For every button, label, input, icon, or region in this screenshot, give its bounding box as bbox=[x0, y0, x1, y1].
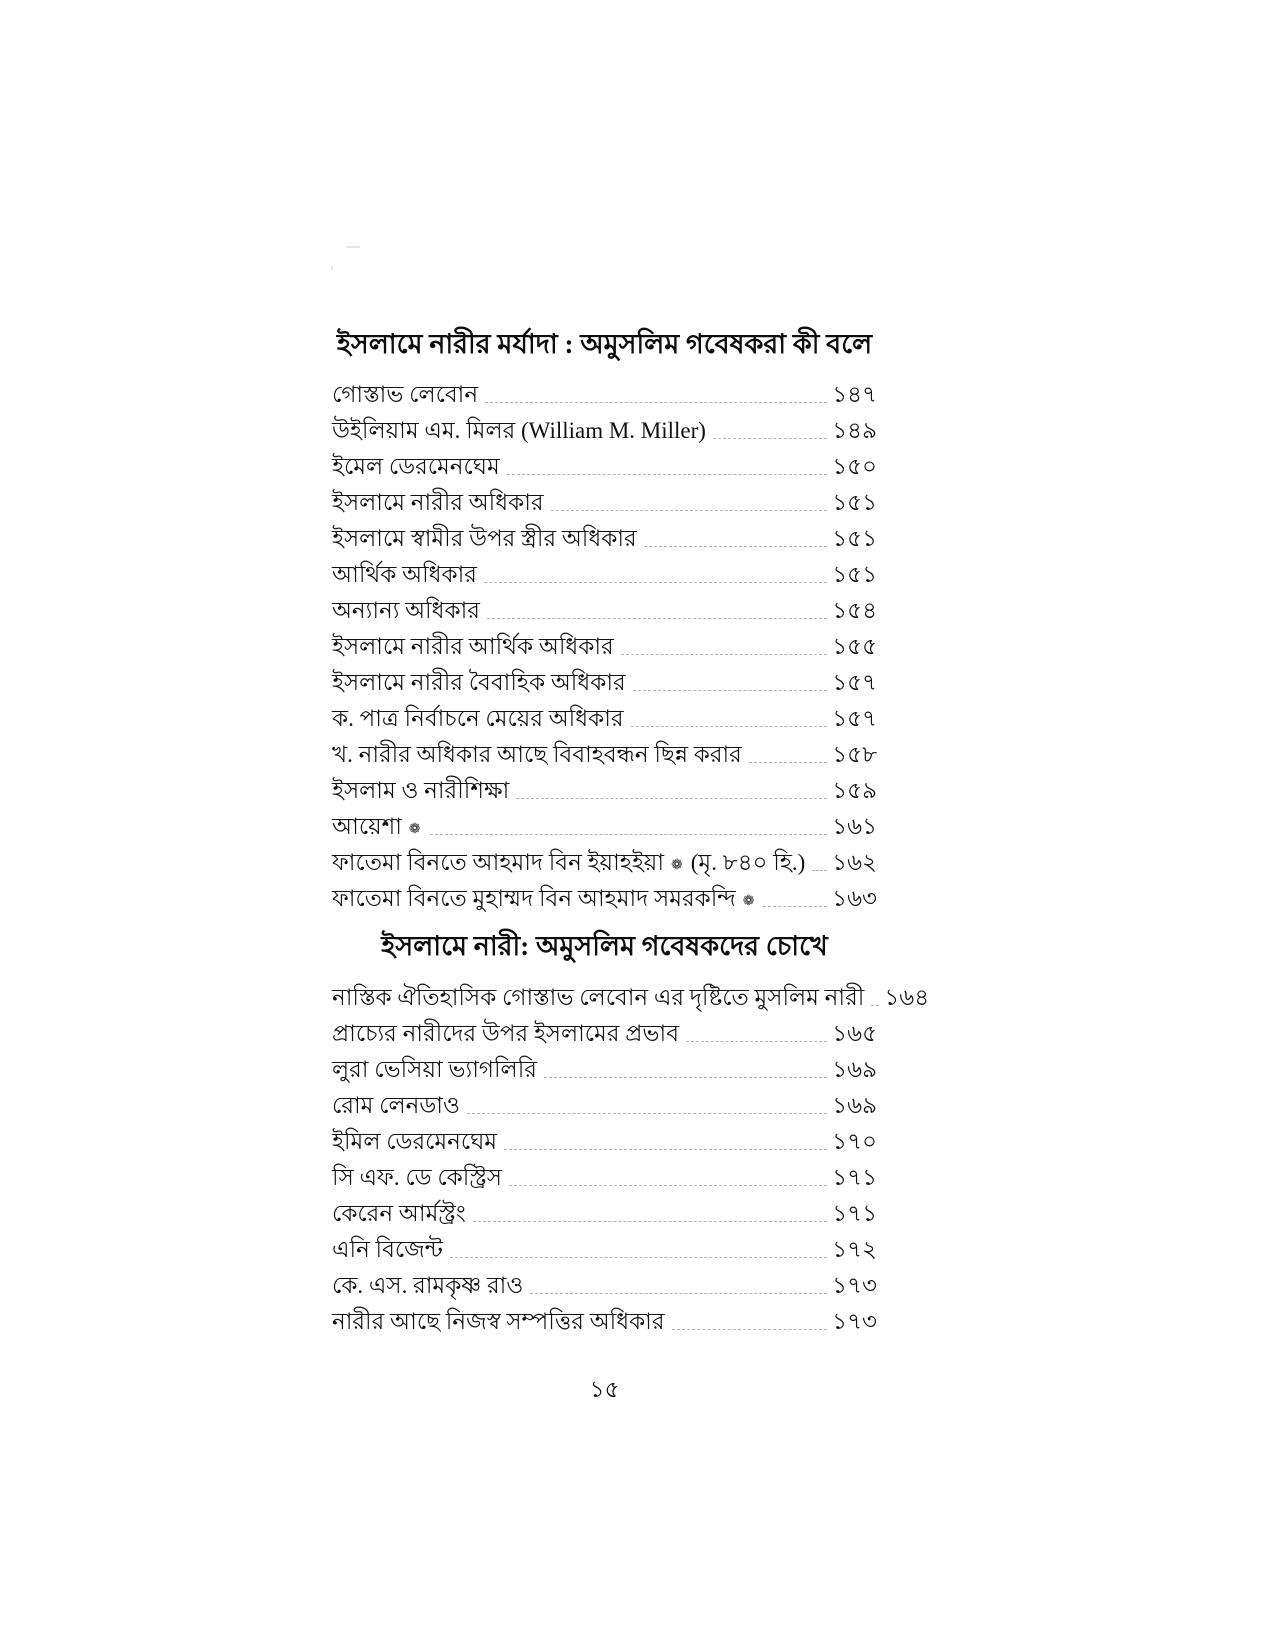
toc-entry-page: ১৬৯ bbox=[832, 1092, 877, 1118]
toc-entry-title: কেরেন আর্মস্ট্রং bbox=[332, 1200, 466, 1226]
toc-entry-title: উইলিয়াম এম. মিলর (William M. Miller) bbox=[332, 418, 706, 444]
dotted-leader bbox=[487, 618, 827, 619]
toc-entry bbox=[332, 1193, 877, 1229]
dotted-leader bbox=[507, 474, 827, 475]
toc-entry-page: ১৫১ bbox=[832, 562, 877, 588]
toc-entry-page: ১৭৩ bbox=[832, 1308, 877, 1334]
toc-entry-page: ১৬২ bbox=[832, 850, 877, 876]
toc-entry-page: ১৫৮ bbox=[832, 742, 877, 768]
toc-entry-page: ১৭২ bbox=[832, 1236, 877, 1262]
toc-sections bbox=[332, 326, 930, 1337]
dotted-leader bbox=[686, 1041, 827, 1042]
toc-entry-page: ১৬৯ bbox=[832, 1056, 877, 1082]
toc-entry-title: ইমিল ডেরমেনঘেম bbox=[332, 1128, 498, 1154]
toc-entry-page: ১৫৪ bbox=[832, 598, 877, 624]
dotted-leader bbox=[763, 906, 827, 907]
toc-entry bbox=[332, 1301, 877, 1337]
toc-entry-title: কে. এস. রামকৃষ্ণ রাও bbox=[332, 1272, 524, 1298]
toc-entry-page: ১৭১ bbox=[832, 1164, 877, 1190]
dotted-leader bbox=[871, 1005, 879, 1006]
toc-section bbox=[332, 326, 877, 914]
toc-entry bbox=[332, 410, 877, 446]
dotted-leader bbox=[812, 870, 827, 871]
toc-entry bbox=[332, 1265, 877, 1301]
toc-entry-title: নারীর আছে নিজস্ব সম্পত্তির অধিকার bbox=[332, 1308, 665, 1334]
toc-entry bbox=[332, 1085, 877, 1121]
toc-entry-title: ইসলামে নারীর অধিকার bbox=[332, 490, 544, 516]
toc-entry-title: সি এফ. ডে কেস্ট্রিস bbox=[332, 1164, 502, 1190]
toc-entry-title: এনি বিজেন্ট bbox=[332, 1236, 443, 1262]
toc-entry bbox=[332, 518, 877, 554]
scan-artifact bbox=[331, 266, 333, 271]
dotted-leader bbox=[516, 798, 827, 799]
toc-entry-title: গোস্তাভ লেবোন bbox=[332, 382, 479, 408]
toc-entry-title: লুরা ভেসিয়া ভ্যাগলিরি bbox=[332, 1056, 537, 1082]
dotted-leader bbox=[644, 546, 828, 547]
table-of-contents bbox=[332, 326, 930, 1410]
toc-entry-title: ইসলামে নারীর আর্থিক অধিকার bbox=[332, 634, 614, 660]
toc-entry bbox=[332, 374, 877, 410]
toc-entry bbox=[332, 770, 877, 806]
dotted-leader bbox=[484, 582, 827, 583]
toc-entry-page: ১৫০ bbox=[832, 454, 877, 480]
honorific-icon: ❁ bbox=[408, 822, 421, 838]
dotted-leader bbox=[430, 834, 828, 835]
toc-entry bbox=[332, 1121, 877, 1157]
toc-entry-page: ১৪৭ bbox=[832, 382, 877, 408]
toc-entry-page: ১৫৭ bbox=[832, 670, 877, 696]
toc-entry-page: ১৭১ bbox=[832, 1200, 877, 1226]
toc-entry-page: ১৫১ bbox=[832, 490, 877, 516]
toc-entry-title: প্রাচ্যের নারীদের উপর ইসলামের প্রভাব bbox=[332, 1020, 680, 1046]
toc-entry-title: আর্থিক অধিকার bbox=[332, 562, 477, 588]
toc-entry-page: ১৫৭ bbox=[832, 706, 877, 732]
toc-entry-title: ফাতেমা বিনতে আহমাদ বিন ইয়াহইয়া bbox=[332, 850, 665, 876]
section-heading: ইসলামে নারী: অমুসলিম গবেষকদের চোখে bbox=[381, 931, 828, 962]
toc-entry bbox=[332, 590, 877, 626]
toc-entry bbox=[332, 1013, 877, 1049]
toc-entry-title: ইসলাম ও নারীশিক্ষা bbox=[332, 778, 510, 804]
scan-artifact bbox=[346, 246, 360, 248]
toc-entry-title: খ. নারীর অধিকার আছে বিবাহবন্ধন ছিন্ন করার bbox=[332, 742, 742, 768]
toc-entry-suffix: (মৃ. ৮৪০ হি.) bbox=[690, 850, 806, 876]
toc-entry bbox=[332, 626, 877, 662]
toc-entry bbox=[332, 878, 877, 914]
toc-entry bbox=[332, 977, 930, 1013]
toc-entry-page: ১৬৩ bbox=[832, 886, 877, 912]
toc-entry-title: আয়েশা bbox=[332, 814, 402, 840]
toc-entry-page: ১৭৩ bbox=[832, 1272, 877, 1298]
dotted-leader bbox=[473, 1221, 827, 1222]
toc-entry bbox=[332, 554, 877, 590]
toc-entry-title: নাস্তিক ঐতিহাসিক গোস্তাভ লেবোন এর দৃষ্টিতে মুসলিম নারী bbox=[332, 984, 865, 1010]
toc-entry bbox=[332, 446, 877, 482]
dotted-leader bbox=[504, 1149, 827, 1150]
dotted-leader bbox=[633, 690, 828, 691]
toc-section bbox=[332, 928, 930, 1336]
toc-entry-page: ১৫১ bbox=[832, 526, 877, 552]
toc-entry bbox=[332, 482, 877, 518]
toc-entry bbox=[332, 698, 877, 734]
toc-entry bbox=[332, 1157, 877, 1193]
toc-entry-page: ১৬১ bbox=[832, 814, 877, 840]
section-heading: ইসলামে নারীর মর্যাদা : অমুসলিম গবেষকরা কী বলে bbox=[336, 329, 873, 359]
dotted-leader bbox=[509, 1185, 827, 1186]
toc-entry-page: ১৭০ bbox=[832, 1128, 877, 1154]
toc-entry-page: ১৫৫ bbox=[832, 634, 877, 660]
toc-entry-title: অন্যান্য অধিকার bbox=[332, 598, 480, 624]
toc-entry bbox=[332, 662, 877, 698]
toc-entry-page: ১৬৪ bbox=[884, 984, 930, 1010]
page-number: ১৫ bbox=[589, 1376, 620, 1402]
honorific-icon: ❁ bbox=[742, 894, 755, 910]
toc-entry-title: ইসলামে স্বামীর উপর স্ত্রীর অধিকার bbox=[332, 526, 637, 552]
toc-entry-page: ১৫৯ bbox=[832, 778, 877, 804]
dotted-leader bbox=[672, 1329, 828, 1330]
honorific-icon: ❁ bbox=[671, 858, 683, 874]
dotted-leader bbox=[713, 438, 827, 439]
toc-entry-page: ১৬৫ bbox=[832, 1020, 877, 1046]
dotted-leader bbox=[749, 762, 827, 763]
toc-entry-title: রোম লেনডাও bbox=[332, 1092, 460, 1118]
dotted-leader bbox=[450, 1257, 827, 1258]
toc-entry-title: ইমেল ডেরমেনঘেম bbox=[332, 454, 500, 480]
toc-entry bbox=[332, 806, 877, 842]
dotted-leader bbox=[551, 510, 828, 511]
dotted-leader bbox=[467, 1113, 827, 1114]
toc-entry bbox=[332, 1049, 877, 1085]
dotted-leader bbox=[485, 402, 827, 403]
toc-entry bbox=[332, 734, 877, 770]
dotted-leader bbox=[544, 1077, 827, 1078]
toc-entry-title: ফাতেমা বিনতে মুহাম্মদ বিন আহমাদ সমরকন্দি bbox=[332, 886, 736, 912]
toc-entry bbox=[332, 842, 877, 878]
toc-entry bbox=[332, 1229, 877, 1265]
toc-entry-page: ১৪৯ bbox=[832, 418, 877, 444]
dotted-leader bbox=[530, 1293, 827, 1294]
dotted-leader bbox=[631, 726, 828, 727]
toc-entry-title: ইসলামে নারীর বৈবাহিক অধিকার bbox=[332, 670, 626, 696]
toc-entry-title: ক. পাত্র নির্বাচনে মেয়ের অধিকার bbox=[332, 706, 624, 732]
dotted-leader bbox=[621, 654, 828, 655]
